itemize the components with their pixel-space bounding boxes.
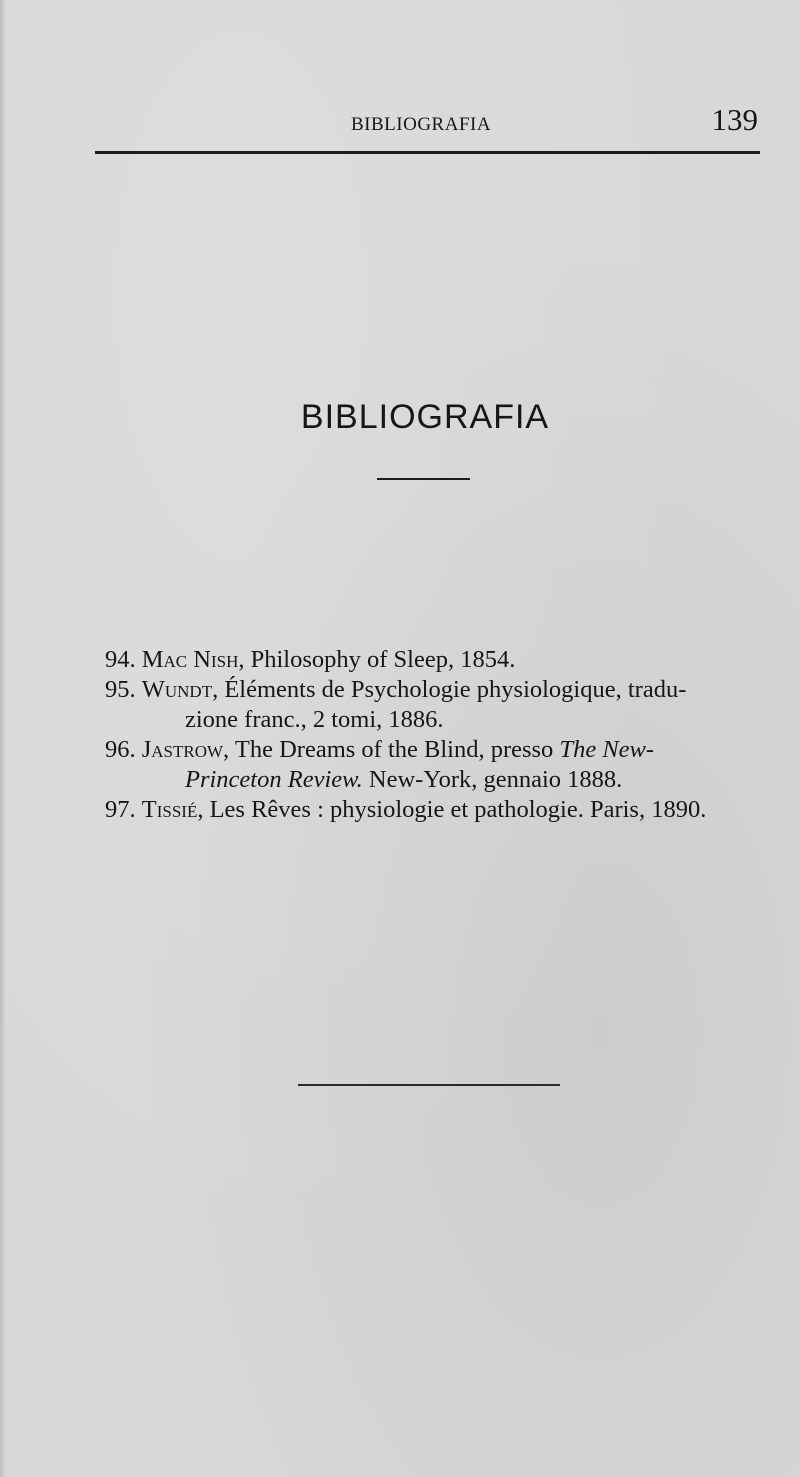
bibliography-entry <box>105 675 765 705</box>
bibliography-list <box>105 645 765 825</box>
entry-author: Jastrow, <box>141 736 230 763</box>
running-title: BIBLIOGRAFIA <box>351 114 492 135</box>
entry-text: Philosophy of Sleep, 1854. <box>250 646 516 673</box>
running-head <box>95 100 760 150</box>
entry-number: 95. <box>105 676 136 703</box>
title-rule <box>377 478 470 480</box>
entry-text: Les Rêves : physiologie et pathologie. Paris, 1890. <box>209 796 707 823</box>
header-rule <box>95 151 760 154</box>
entry-number: 94. <box>105 646 136 673</box>
entry-number: 97. <box>105 796 136 823</box>
page-number: 139 <box>711 102 758 137</box>
entry-text: Éléments de Psychologie physiologique, tradu- <box>224 676 687 703</box>
bibliography-entry <box>105 795 765 825</box>
entry-author: Tissié, <box>141 796 204 823</box>
section-title: BIBLIOGRAFIA <box>300 398 550 436</box>
entry-journal-title-cont: Princeton Review. <box>185 766 363 793</box>
entry-author: Mac Nish, <box>141 646 245 673</box>
entry-continuation: zione franc., 2 tomi, 1886. <box>185 706 444 733</box>
entry-number: 96. <box>105 736 136 763</box>
entry-text-cont: New-York, gennaio 1888. <box>368 766 623 793</box>
closing-rule <box>298 1084 560 1086</box>
entry-text: The Dreams of the Blind, presso <box>234 736 554 763</box>
entry-journal-title: The New- <box>559 736 655 763</box>
page-edge-shadow <box>0 0 6 1477</box>
bibliography-entry <box>105 735 765 765</box>
entry-author: Wundt, <box>141 676 219 703</box>
bibliography-entry <box>105 645 765 675</box>
entry-continuation <box>105 765 765 795</box>
